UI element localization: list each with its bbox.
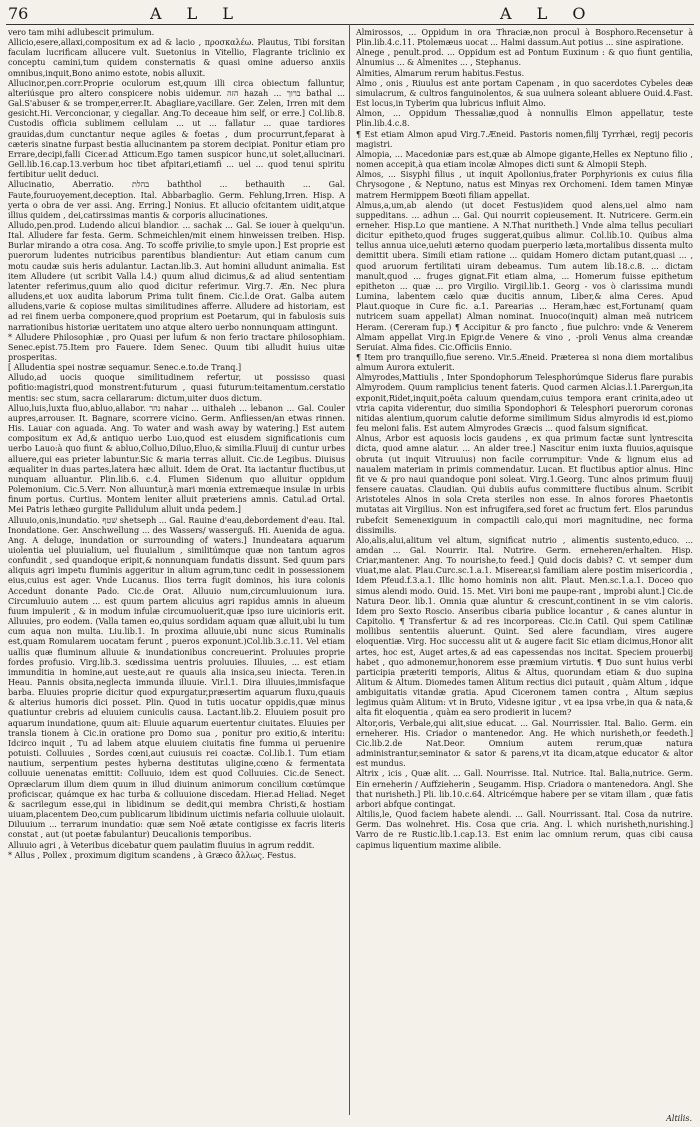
dictionary-entry: Alnege , penult.prod. ... Oppidum est ad Pontum Euxinum : & quo fiunt gentilia, Alnumius ... & Almenites ... , Stephanus. — [356, 48, 693, 68]
dictionary-entry: Alnus, Arbor est aquosis locis gaudens , ex qua primum factæ sunt lyntrescita dicta, quod amne alatur. ... An alder tree.] Nascitur enim iuxta fluuios,aquisque obruta (ut inquit Vitruuius) non facile corrumpitur: Vnde & lignum eius ad naualem materiam in primis commendatur. Lucan. Et fluctibus aptior alnus. Hinc fit ve & pro naui quandoque poni soleat. Virg.1.Georg. Tunc alnos primum fluuij fensere cauatas. Claudian. Qui dubiis aufus committere fluctibus alnum. Scribit Aristoteles Alnos in sola Creta steriles non esse. In alnos forores Phaetontis mutatas ait Virgilius. Non est infrugifera,sed foret ac fructum fert. Elos parundus rubefcit Semenexiguum in compactili calo,qui mori magnitudine, nec forma dissimilis. — [356, 434, 693, 535]
dictionary-entry: Altilis,le, Quod faciem habete alendi. ... Gall. Nourrissant. Ital. Cosa da nutrire. Germ. Das wolnehret. His. Cosa que cria. Ang. l. which nurisheth,nurishing.] Varro de re Rustic.lib.1.cap.13. Est enim lac omnium rerum, quas cibi causa capimus liquentium maxime alibile. — [356, 810, 693, 850]
dictionary-entry: Altrix , icis , Quæ alit. ... Gall. Nourrisse. Ital. Nutrice. Ital. Balia,nutrice. Germ. Ein erneherin / Auffzieherin , Seugamm. Hisp. Criadora o mantenedora. Angl. She that nurisheth.] Pli. lib.10.c.64. Altricémque habere per se vitam illam , quæ fatis arbori abfque contingat. — [356, 769, 693, 809]
dictionary-entry: Alludo,ad uocis quoque similitudinem refertur, ut possisso quasi pofitio:magistri,quod monstrent:futurum , quasi futurum:teitamentum.cerstatio mentis: sec stum, sacra cellararum: dictum,uiter duos dictum. — [8, 373, 345, 403]
left-running-head: A L L — [150, 4, 243, 23]
dictionary-entry: Allicio,esere,allaxi,compositum ex ad & lacio , προσκαλέω. Plautus, Tibi forsitan faculam lucrificam allucere vult. Suetonius in Vitellio, Flagrante triclinio ex conceptu camini,tum quidem consternatis & quasi omine aduerso anxiis omnibus,inquit,Bono animo estote, nobis alluxit. — [8, 38, 345, 78]
dictionary-entry: vero tam mihi adlubescit primulum. — [8, 28, 155, 37]
catchword: Altilis. — [666, 1114, 692, 1123]
dictionary-entry: Alluo,luis,luxta fluo,abluo,allabor. נהר nahar ... uithaleh ... lebanon ... Gal. Couler aupres,arrouser. It. Bagnare, scorrere vicino. Germ. Anfliessen/an etwas rinnen. His. Lauar con aguada. Ang. To water and wash away by watering.] Est autem compositum ex Ad,& antiquo uerbo Luo,quod est eiusdem significationis cum uerbo Lauo:à quo fiunt & abluo,Colluo,Diluo,Eluo,& similia.Fluuij di cuntur urbes alluere,qui eas prieter labuntur.Sic & maria terras alluit. Cic.de Legibus. Diuisus æqualiter in duas partes,latera hæc alluit. Idem de Orat. Ita iactantur fluctibus,ut nunquam alluantur. Plin.lib.6. c.4. Flumen Sidenum quo alluitur oppidum Polemonium. Cic.5.Verr. Non alluuntur,à mari mœnia extremæque insulæ in urbis finum portus. Curtius. Montem leniter alluit præteriens amnis. Catul.ad Ortal. Mei Patris lethæo gurgite Pallidulum alluit unda pedem.] — [8, 403, 345, 515]
left-column — [8, 28, 345, 1112]
header-rule — [6, 24, 694, 25]
column-divider — [349, 24, 350, 1115]
dictionary-entry: Allucinor,pen.corr.Proprie oculorum est,quum illi circa obiectum falluntur, alteriúsque pro altero conspicere nobis uidemur. הזה hazah ... ברוך bathal ... Gal.S'abuser & se tromper,errer.It. Abagliare,vacillare. Ger. Zelen, Irren mit dem gesicht.Hi. Verconcionar, y ciegallar. Ang.To deceaue him self, or erre.] Col.lib.8. Custodis officia sublimem cellulam ... ut ... fallatur ... quae tardiores grauidas,dum cunctantur neque agiles & foetas , dum procurrunt,feparat à cæteris sinatne furpast bestia allucinantem pa storem decipiat. Ponitur etiam pro Errare,decipi,falli Cicer.ad Atticum.Ego tamen suspicor hunc,ut solet,allucinari. Gell.lib.16.cap.13.verbum hoc tibet afpitari,etiamfi ... uel ... quod tenui spiritu fertibitur uelit deduci. — [8, 78, 345, 180]
dictionary-entry: Almopia, ... Macedoniæ pars est,quæ ab Almope gigante,Helles ex Neptuno filio , nomen accepit,à qua etiam incolæ Almopes dicti sunt & Almopii Steph. — [356, 149, 693, 170]
page-number: 76 — [8, 4, 29, 23]
right-column — [356, 28, 693, 1112]
dictionary-entry: Alo,alis,alui,alitum vel altum, significat nutrio , alimentis sustento,educo. ... amdan ... Gal. Nourrir. Ital. Nutrire. Germ. erneheren/erhalten. Hisp. Criar,mantener. Ang. To nourishe,to feed.] Quid docis dabis? C. vt semper dum viuat,me alat. Plau.Curc.sc.1.a.1. Miserear,si familiam alere postim misericordia , Idem Pfeud.f.3.a.1. Illic homo hominis non alit. Plaut. Men.sc.1.a.1. Doceo quo simus alendi modo. Ouid. 15. Met. Viri boni me paupe-rant , improbi alunt.] Cic.de Natura Deor. lib.1. Omnia quæ aluntur & crescunt,continent in se vim caloris. Idem pro Sexto Roscio. Anseribus cibaria publice locantur , & canes aluntur in Capitolio. ¶ Transfertur & ad res incorporeas. Cic.in Catil. Qui spem Catilinæ mollibus sententiis aluerunt. Quint. Sed alere facundiam, vires augere eloquentiæ. Virg. Hoc successu alit ut & augere facit Sic etiam dicimus,Honor alit artes, hoc est, Auget artes,& ad eas capessendas nos incitat. Speciem prouerbij habet , quo admonemur,honorem esse præmium virtutis. ¶ Duo sunt huius verbi participia præteriti temporis, Alitus & Altus, quorundam etiam & duo supina Alitum & Altum. Diomedes tamen Alitum rectius dici putauit , quàm Altum , idque ambiguitatis vitandæ gratia. Apud Ciceronem tamen contra , Altum sæpius legimus quàm Alitum: vt in Bruto, Videsne igitur , vt ea ipsa vrbe,in qua & nata,& alta fit eloquentia , quàm ea sero prodierit in lucem? — [356, 535, 693, 718]
dictionary-entry: [ Alludentia spei nostræ sequamur. Senec.e.to.de Tranq.] — [8, 363, 242, 373]
dictionary-entry: ¶ Est etiam Almon apud Virg.7.Æneid. Pastoris nomen,filij Tyrrhæi, regij pecoris magistri. — [356, 129, 693, 149]
dictionary-entry: ¶ Item pro tranquillo,fiue sereno. Vir.5.Æneid. Præterea si nona diem mortalibus almum Aurora extulerit. — [356, 353, 693, 373]
dictionary-entry: * Allus , Pollex , proximum digitum scandens , à Græco ἄλλως. Festus. — [8, 850, 297, 860]
right-running-head: A L O — [500, 4, 596, 23]
dictionary-entry: Almon, ... Oppidum Thessaliæ,quod à nonnullis Elmon appellatur, teste Plin.lib.4.c.8. — [356, 109, 693, 129]
dictionary-entry: Almo , onis , Riuulus est ante portam Capenam , in quo sacerdotes Cybeles deæ simulacrum, & cultros fanguinolentos, & sua uulnera soleant abluere Ouid.4.Fast. Est locus,in Tyberim qua lubricus influit Almo. — [356, 78, 693, 109]
dictionary-entry: Almus,a,um,ab alendo (ut docet Festus)idem quod alens,uel almo nam suppeditans. ... adhun ... Gal. Qui nourrit copieusement. It. Nutricere. Germ.ein erneher. Hisp.Lo que mantiene. A N.That nuritheth.] Vnde alma tellus peculiari dicitur epitheto,quod fruges suggerat,quibus alimur. Col.lib.10. Quibus alma tellus annua uice,ueluti æterno quodam puerperio læta,mortalibus dissenta multo demittit ubera. Simili etiam ratione ... quidam Homero dictam putant,quasi ... , quod aruorum fertilitati uiram debeamus. Tum autem lib.18.c.8. ... dictam manult,quod ... fruges gignat.Fit etiam alma, ... Homerum fuisse epithetum epitheton ... quæ ... pro Virgilio. Virgil.lib.1. Georg - vos ò clarissima mundi Lumina, labentem cælo quæ ducitis annum, Liber,& alma Ceres. Apud Plaut.quoque in Cure fic. a.1. Parearias ... Heram,hæc est,Fortunam( quam nutricem suam appellat) Alman nominat. Inuoco(inquit) alman meã nutricem Heram. (Cereram fup.) ¶ Accipitur & pro fancto , fiue pulchro: vnde & Venerem Almam appellat Virg.in Epigr.de Venere & vino , -proli Venus alma creandæ Seruiat. Alma fides. Cic.Officiis Ennio. — [356, 200, 693, 352]
dictionary-entry: Almities, Almarum rerum habitus.Festus. — [356, 68, 525, 78]
dictionary-entry: Alludo,pen.prod. Ludendo alicui blandior. ... sachak ... Gal. Se iouer à quelqu'un. Ital. Alludere far festa. Germ. Schmeichlen/mit einem hinweissen treiben. Hisp. Burlar mirando a otra cosa. Ang. To scoffe privilie,to smyle upon.] Est proprie est puerorum ludentes nutricibus parentibus blandientur: Aut etiam canum cum motu caudæ suis heris adulantur. Lactan.lib.3. Aut homini alludunt animalia. Est item Alludere (ut scribit Valla l.4.) quum aliud dicimus,& ad aliud sententiam latenter referimus,quum alio quod dicitur referimur. Virg.7. Æn. Nec plura alludens,et uox audita laborum Prima tulit finem. Cic.l.de Orat. Galba autem alludens,varie & copiose multas similitudines afferre. Alludere ad historiam, est ad rei finem uerba componere,quod proprium est Poetarum, qui in fabulosis suis narrationibus historiæ ueritatem uno atque altero uerbo nonnunquam attingunt. — [8, 220, 345, 332]
dictionary-entry: Altor,oris, Verbale,qui alit,siue educat. ... Gal. Nourrissier. Ital. Balio. Germ. ein erneherer. His. Criador o mantenedor. Ang. He which nurisheth,or feedeth.] Cic.lib.2.de Nat.Deor. Omnium autem rerum,quæ natura administrantur,seminator & sator & parens,vt ita dicam,atque educator & altor est mundus. — [356, 718, 693, 769]
dictionary-entry: Almyrodes,Mattiulis , Inter Spondophorum Telesphorúmque Siderus flare purabis Almyrodem. Quum ramplicius tenent fateris. Quod carmen Alcias.l.1.Parergωn,ita exponit,Ridet,inquit,poëta caluum quendam,cuius tempora erant crinita,adeo ut vtria capita viderentur, duo similia Spondophori & Telesphori puerorum coronas nitidas alentium,quorum calutie deforme similimum Sidus almyrodis id est,piomo feu meloni falis. Est autem Almyrodes Græcis ... quod falsum significat. — [356, 373, 693, 434]
dictionary-entry: Alluuio agri , à Veteribus dicebatur quem paulatim fluuius in agrum reddit. — [8, 840, 315, 850]
dictionary-entry: * Alludere Philosophiæ , pro Quasi per lufum & non ferio tractare philosophiam. Senec.epist.75.Item pro Fauere. Idem Senec. Quum tibi alludit huius uitæ prosperitas. — [8, 332, 345, 362]
dictionary-entry: Allucinatio, Aberratio. בהלת baththol ... bethauith ... Gal. Faute,fouruoyement,deception. Ital. Abbarbaglio. Germ. Fehlung,Irren. Hisp. A yerta o obra de ver assi. Ang. Erring.] Nonius. Et allucio ofcitantem uidit,atque illius quidem , dei,catirssimas mantis & corporis allucinationes. — [8, 180, 345, 220]
dictionary-entry: Almirossos, ... Oppidum in ora Thraciæ,non procul à Bosphoro.Recensetur à Plin.lib.4.c.11. Ptolemæus uocat ... Halmi dassum.Aut potius ... sine aspiratione. — [356, 28, 693, 48]
dictionary-entry: Almos, ... Sisyphi filius , ut inquit Apollonius,frater Porphyrionis ex cuius filia Chrysogone , & Neptuno, natus est Minyas rex Orchomeni. Idem tamen Minyæ matrem Hermippem Bœoti filiam appellat. — [356, 170, 693, 200]
dictionary-entry: Alluuio,onis,inundatio. שׁטף shetseph ... Gal. Rauine d'eau,debordement d'eau. Ital. Inondatione. Ger. Anschwellung ... des Wassers/ wasserguß. Hi. Auenida de agua. Ang. A deluge, inundation or surrounding of waters.] Inundeatara aquarum uiolentia uel pluuialium, uel fluuialium , similitúmque quæ non tantum agros confundit , sed quandoque eripit,& nonnunquam fundatis dissunt. Sed quum pars aliquis agri impetu fluminis aggeritur in alium agrum,tunc cedit in possessionem eius,cuius est ager. Vnde Lucanus. Ilios terra fugit dominos, his iura colonis Accedunt donante Pado. Cic.de Orat. Alluuio num,circumluuionum iura. Circumluuio autem ... est quum partem alicuius agri rapidus amnis in alueum fuum impulerit , & in modum infulæ circumuoluerit,quæ ipso iure uicinioris erit. Alluuies, pro eodem. (Valla tamen eo,quius sordidam aquam quæ alluit,ubi lu tum cum aqua non multa. Liu.lib.1. In proxima alluuie,ubi nunc sicus Ruminalis est,quam Romularem uocatam ferunt , pueros exponunt.)Col.lib.3.c.11. Vel etiam uallis quæ fluminum alluuie & inundationibus concreuerint. Proluuies proprie fordes profusio. Virg.lib.3. sœdissima uentris proluuies. Illuuies, ... est etiam immunditia in homine,aut ueste,aut re quauis alia insica,seu iniecta. Teren.in Heau. Pannis obsita,neglecta immunda illuuie. Vir.l.1. Dira illuuies,immisfaque barba. Eluuies proprie dicitur quod expurgatur,præsertim aquarum fluxu,quauis & alterius humoris dici posset. Plin. Quod in tutis uocatur oppidis,quæ minus quatiuntur crebris ad eluuiem cuniculis causa. Lactant.lib.2. Eluuiem posuit pro aquarum inundatione, quum ait: Eluuie aquarum euertentur ciuitates. Eluuies per transla tionem à Cic.in oratione pro Domo sua , ponitur pro exitio,& interitu: Idcirco inquit , Tu ad labem atque eluuiem ciuitatis fine fumma ui peruenire potuisti. Colluuies , Sordes cœni,aut cuiusuis rei coactæ. Col.lib.1. Tum etiam nautium, serpentium pestes hyberna destitutas uligine,cœno & fermentata colluuie uenenatas emittit: Colluuio, idem est quod Colluuies. Cic.de Senect. Opræclarum illum diem quum in illud diuinum animorum concilium cœtúmque proficiscar, quámque ex hac turba & colluuione discedam. Hier.ad Heliad. Neget & sacrilegum esse,qui in libidinum se dedit,qui membra Christi,& hostiam uiuam,placentem Deo,cum publicarum libidinum uictimis nefaria colluuie uiolauit. Diluuium ... terrarum inundatio: quæ sem Noë ætate contigisse ex facris literis constat , aut (ut poetæ fabulantur) Deucalionis temporibus. — [8, 515, 345, 840]
